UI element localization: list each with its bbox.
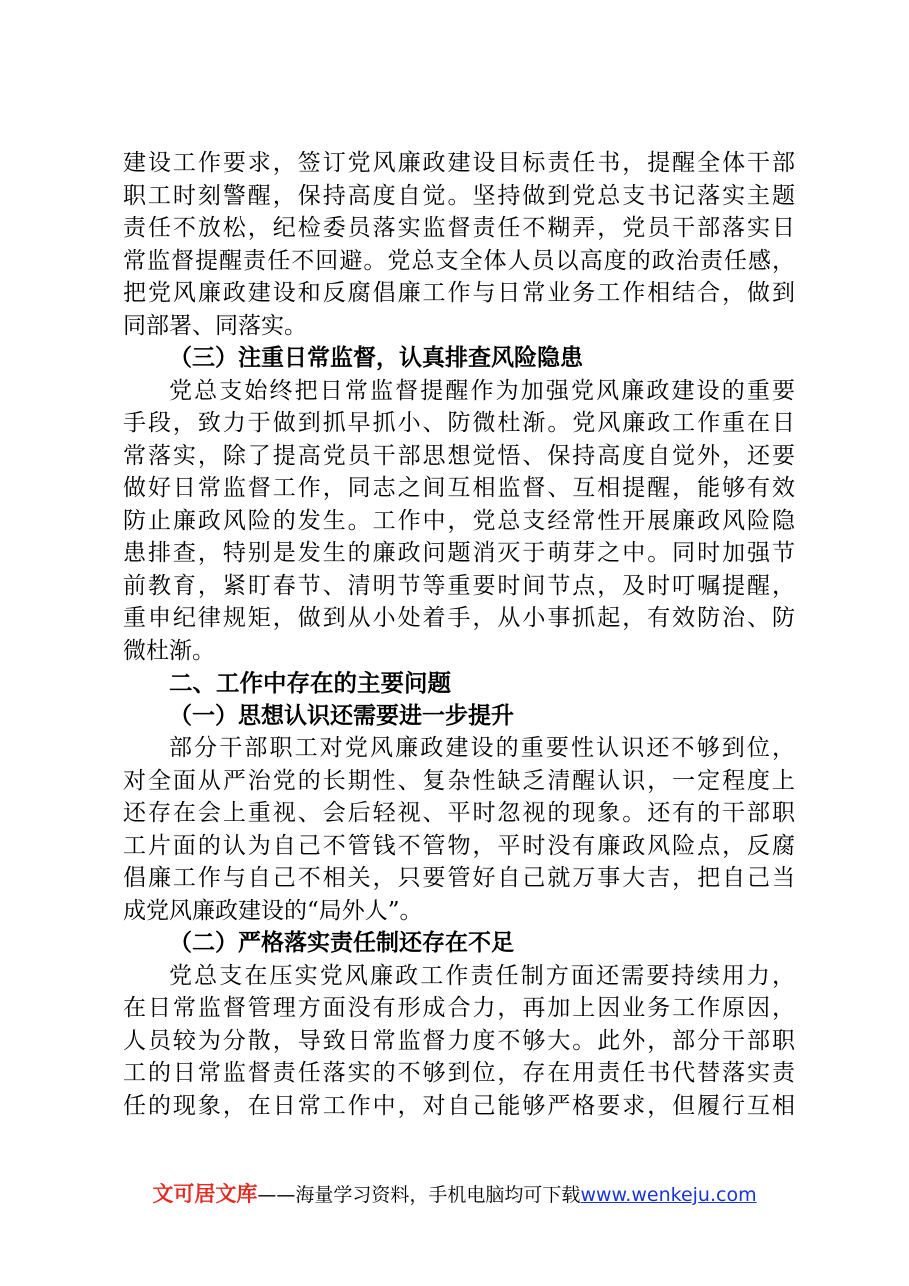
text-line: 常监督提醒责任不回避。党总支全体人员以高度的政治责任感， <box>123 247 795 274</box>
paragraph-block-1 <box>123 147 795 342</box>
text-line: 成党风廉政建设的“局外人”。 <box>123 897 423 924</box>
text-line: 党总支在压实党风廉政工作责任制方面还需要持续用力， <box>169 962 795 989</box>
text-line: 常落实，除了提高党员干部思想觉悟、保持高度自觉外，还要 <box>123 442 795 469</box>
footer-banner <box>0 1179 909 1210</box>
document-body <box>123 147 795 1122</box>
text-line: 党总支始终把日常监督提醒作为加强党风廉政建设的重要 <box>169 377 795 404</box>
paragraph-block-3 <box>123 732 795 927</box>
section-heading-2: 二、工作中存在的主要问题 <box>169 669 451 697</box>
brand-name: 文可居文库 <box>152 1182 258 1206</box>
text-line: 同部署、同落实。 <box>123 312 307 339</box>
text-line: 对全面从严治党的长期性、复杂性缺乏清醒认识，一定程度上 <box>123 767 795 794</box>
text-line: 工的日常监督责任落实的不够到位，存在用责任书代替落实责 <box>123 1060 795 1086</box>
text-line: 患排查，特别是发生的廉政问题消灭于萌芽之中。同时加强节 <box>123 540 795 566</box>
text-line: 人员较为分散，导致日常监督力度不够大。此外，部分干部职 <box>123 1027 795 1054</box>
text-line: 职工时刻警醒，保持高度自觉。坚持做到党总支书记落实主题 <box>123 182 795 209</box>
text-line: 前教育，紧盯春节、清明节等重要时间节点，及时叮嘱提醒， <box>123 572 795 599</box>
subheading-3: （三）注重日常监督，认真排查风险隐患 <box>169 344 583 371</box>
text-line: 任的现象，在日常工作中，对自己能够严格要求，但履行互相 <box>123 1092 795 1119</box>
text-line: 把党风廉政建设和反腐倡廉工作与日常业务工作相结合，做到 <box>123 280 795 306</box>
text-line: 做好日常监督工作，同志之间互相监督、互相提醒，能够有效 <box>123 475 795 501</box>
text-line: 微杜渐。 <box>123 637 215 664</box>
footer-slogan: ——海量学习资料，手机电脑均可下载 <box>257 1184 581 1206</box>
text-line: 工片面的认为自己不管钱不管物，平时没有廉政风险点，反腐 <box>123 832 795 859</box>
text-line: 重申纪律规矩，做到从小处着手，从小事抓起，有效防治、防 <box>123 605 795 631</box>
text-line: 责任不放松，纪检委员落实监督责任不糊弄，党员干部落实日 <box>123 215 795 241</box>
text-line: 倡廉工作与自己不相关，只要管好自己就万事大吉，把自己当 <box>123 865 795 891</box>
text-line: 建设工作要求，签订党风廉政建设目标责任书，提醒全体干部 <box>123 150 795 176</box>
paragraph-block-4 <box>123 960 795 1123</box>
text-line: 部分干部职工对党风廉政建设的重要性认识还不够到位， <box>169 735 795 761</box>
text-line: 手段，致力于做到抓早抓小、防微杜渐。党风廉政工作重在日 <box>123 410 795 436</box>
text-line: 防止廉政风险的发生。工作中，党总支经常性开展廉政风险隐 <box>123 507 795 534</box>
website-link[interactable]: www.wenkeju.com <box>580 1184 757 1206</box>
text-line: 还存在会上重视、会后轻视、平时忽视的现象。还有的干部职 <box>123 800 795 826</box>
subheading-2-2: （二）严格落实责任制还存在不足 <box>169 929 514 956</box>
subheading-2-1: （一）思想认识还需要进一步提升 <box>169 701 514 729</box>
paragraph-block-2 <box>123 375 795 668</box>
text-line: 在日常监督管理方面没有形成合力，再加上因业务工作原因， <box>123 995 795 1021</box>
